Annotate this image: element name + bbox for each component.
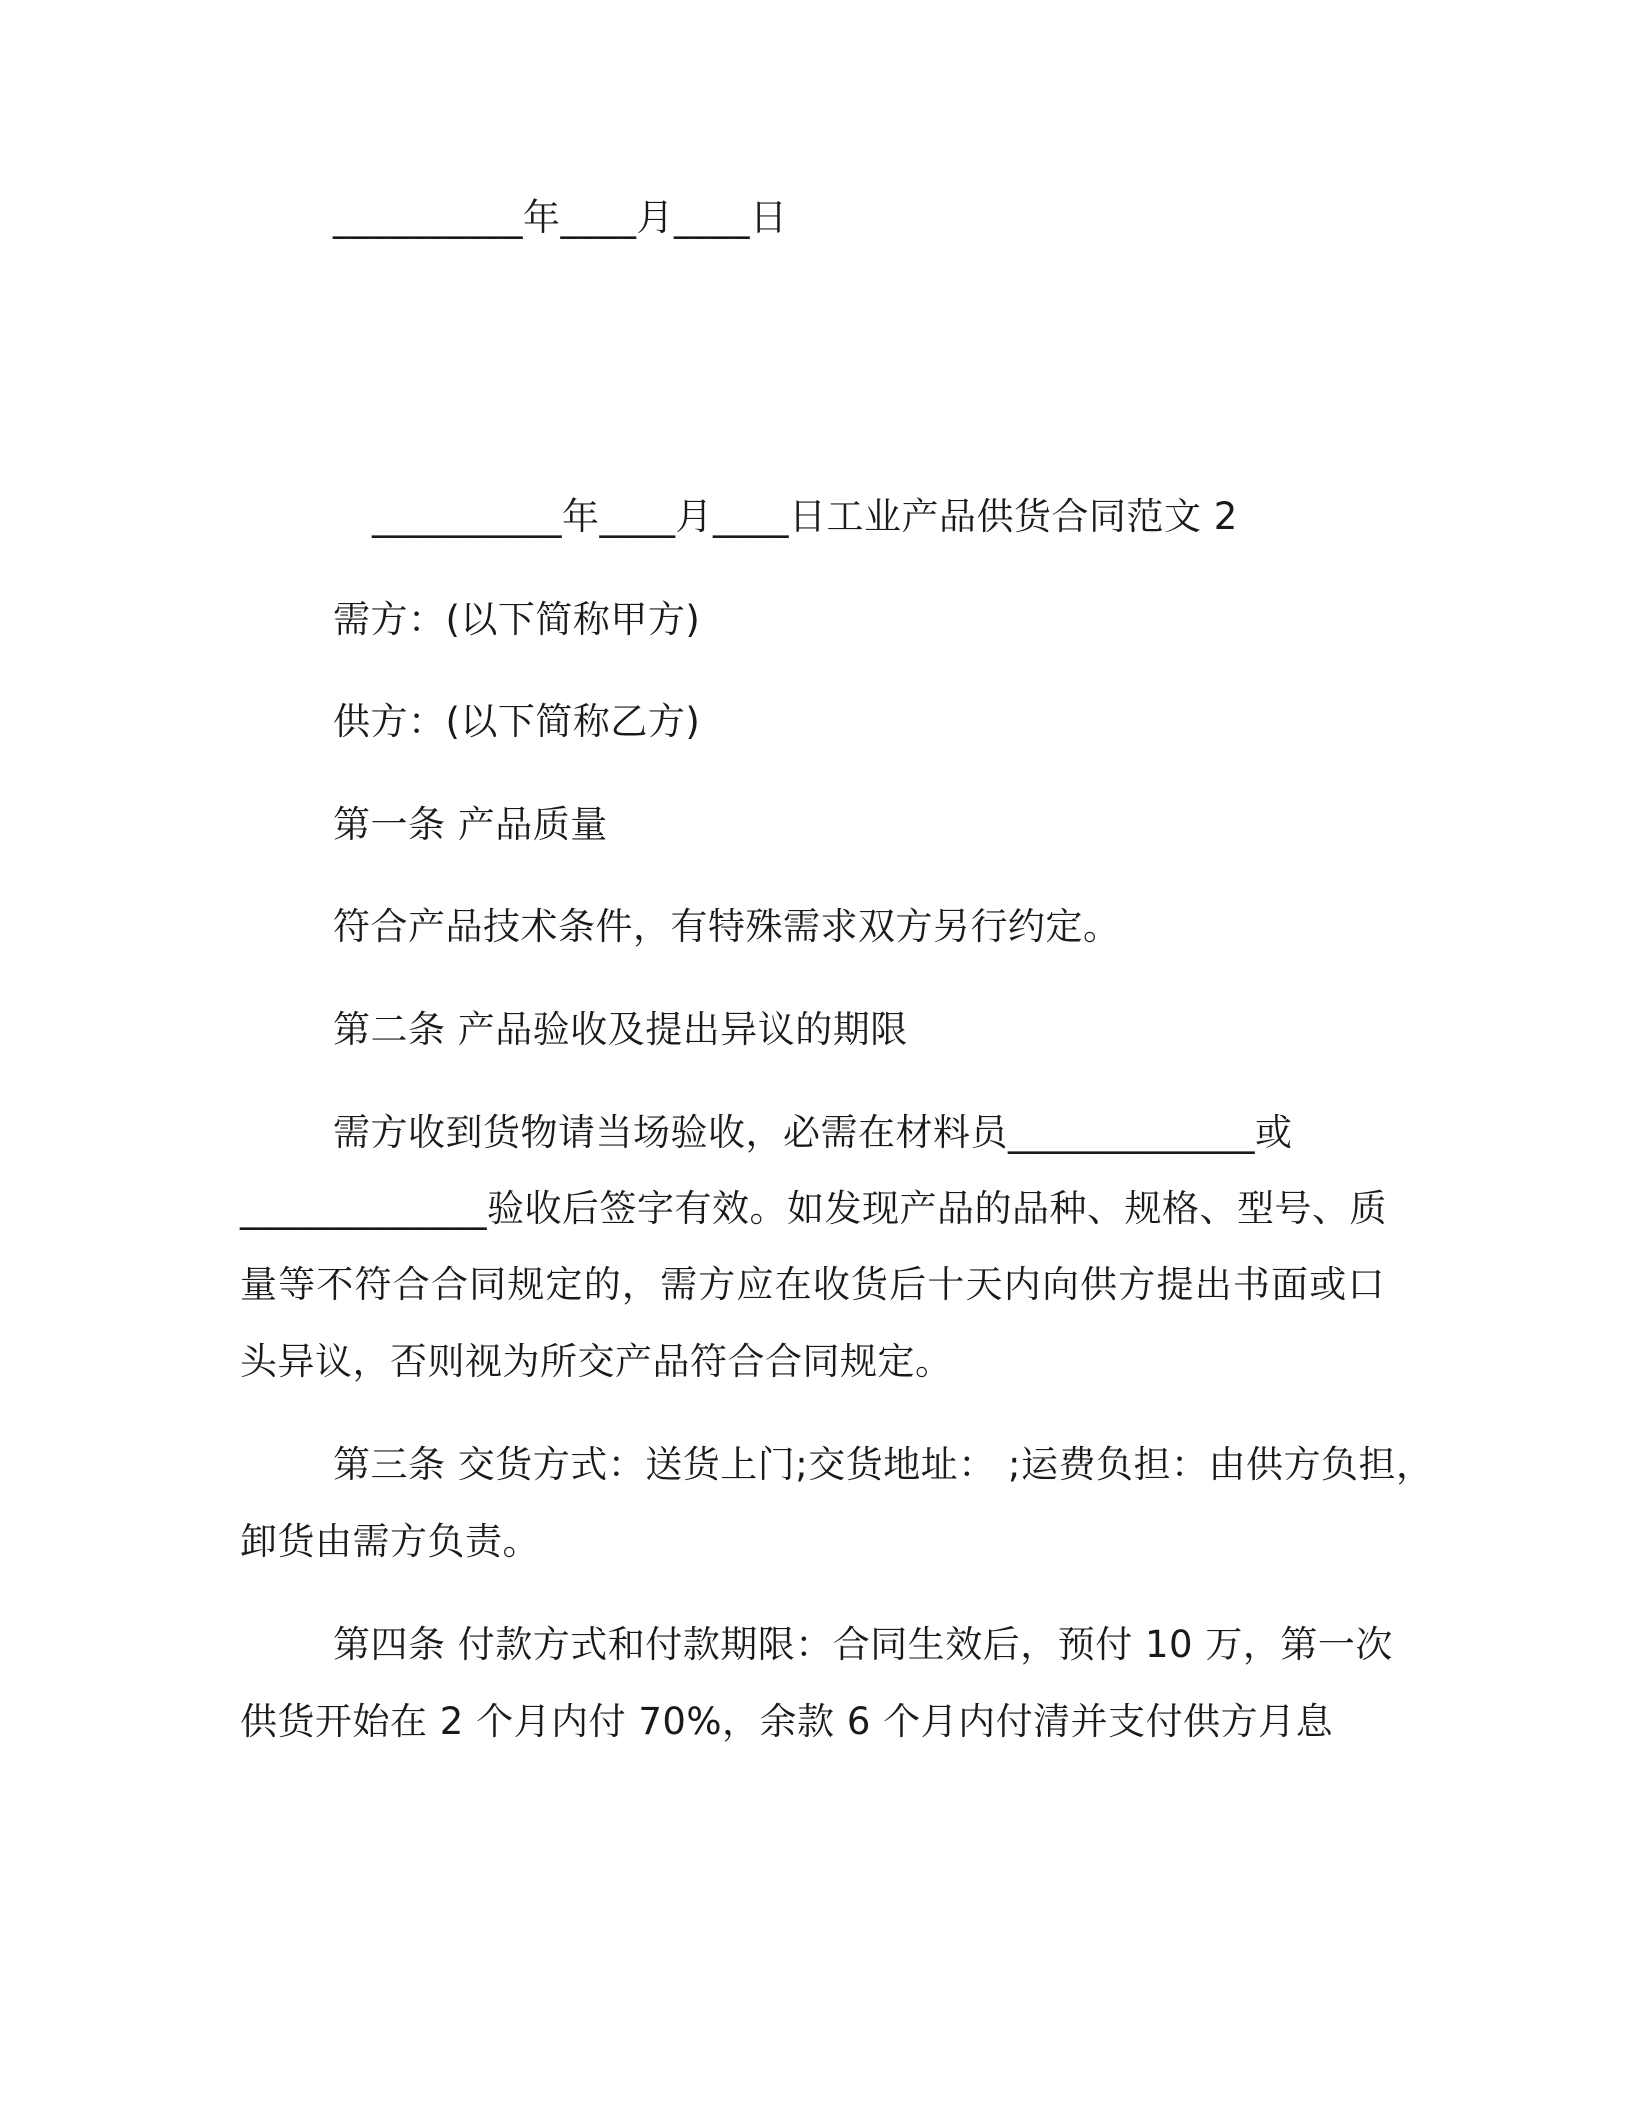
article4-line-1: 第四条 付款方式和付款期限：合同生效后，预付 10 万，第一次 bbox=[333, 1623, 1393, 1666]
date-line: __________年____月____日 bbox=[333, 196, 788, 239]
party-a-line: 需方：(以下简称甲方) bbox=[333, 598, 701, 641]
document-title: __________年____月____日工业产品供货合同范文 2 bbox=[372, 495, 1238, 538]
article3-line-2: 卸货由需方负责。 bbox=[240, 1520, 540, 1563]
article2-line-1: 需方收到货物请当场验收，必需在材料员_____________或 bbox=[333, 1111, 1293, 1154]
article2-heading: 第二条 产品验收及提出异议的期限 bbox=[333, 1008, 908, 1051]
article2-line-2: _____________验收后签字有效。如发现产品的品种、规格、型号、质 bbox=[240, 1187, 1387, 1230]
article1-text: 符合产品技术条件，有特殊需求双方另行约定。 bbox=[333, 905, 1121, 948]
article2-line-3: 量等不符合合同规定的，需方应在收货后十天内向供方提出书面或口 bbox=[240, 1263, 1385, 1306]
party-b-line: 供方：(以下简称乙方) bbox=[333, 700, 701, 743]
article4-line-2: 供货开始在 2 个月内付 70%，余款 6 个月内付清并支付供方月息 bbox=[240, 1700, 1334, 1743]
article3-line-1: 第三条 交货方式：送货上门;交货地址： ;运费负担：由供方负担， bbox=[333, 1443, 1434, 1486]
article2-line-4: 头异议，否则视为所交产品符合合同规定。 bbox=[240, 1340, 953, 1383]
article1-heading: 第一条 产品质量 bbox=[333, 803, 608, 846]
